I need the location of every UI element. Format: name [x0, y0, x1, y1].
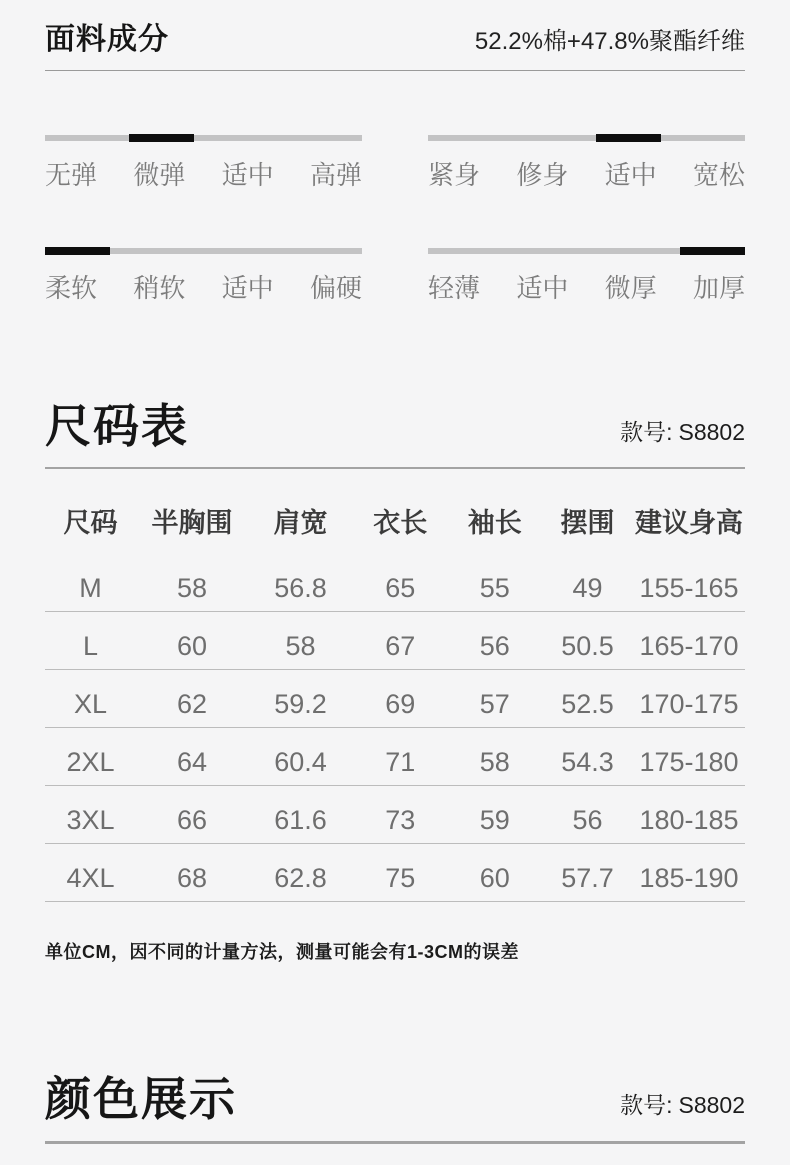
size-table-row	[45, 554, 745, 612]
size-cell: 61.6	[248, 786, 353, 844]
model-number	[620, 414, 745, 453]
size-table-row	[45, 670, 745, 728]
slider-option-label: 高弹	[309, 160, 362, 190]
size-table-row	[45, 786, 745, 844]
size-cell: M	[45, 554, 136, 612]
slider-indicator	[45, 247, 110, 255]
slider-option-label: 微厚	[604, 273, 657, 303]
size-cell: 68	[136, 844, 248, 902]
size-table-row	[45, 612, 745, 670]
header-cell: 半胸围	[151, 507, 233, 538]
header-cell: 衣长	[373, 507, 428, 538]
size-table-header-row	[45, 469, 745, 554]
slider-option-label: 柔软	[45, 273, 98, 303]
fabric-section-title: 面料成分	[45, 23, 169, 56]
slider-softness	[45, 248, 362, 305]
size-cell: 175-180	[633, 728, 745, 786]
slider-indicator	[680, 247, 745, 255]
slider-labels	[428, 155, 745, 192]
size-cell: L	[45, 612, 136, 670]
slider-labels	[428, 268, 745, 305]
size-cell: 60	[136, 612, 248, 670]
size-cell: 56	[448, 612, 543, 670]
size-cell: 73	[353, 786, 448, 844]
slider-option-label: 轻薄	[428, 273, 481, 303]
size-cell: 49	[542, 554, 633, 612]
size-cell: 55	[448, 554, 543, 612]
slider-track	[428, 248, 745, 254]
slider-option-label: 微弹	[133, 160, 186, 190]
size-cell: 64	[136, 728, 248, 786]
size-cell: 50.5	[542, 612, 633, 670]
size-cell: 65	[353, 554, 448, 612]
size-table-row	[45, 844, 745, 902]
size-cell: 3XL	[45, 786, 136, 844]
slider-option-label: 加厚	[692, 273, 745, 303]
slider-track	[45, 248, 362, 254]
slider-fit	[428, 135, 745, 192]
fabric-attribute-sliders	[45, 135, 745, 305]
size-table-row	[45, 728, 745, 786]
slider-indicator	[596, 134, 661, 142]
size-cell: XL	[45, 670, 136, 728]
size-cell: 66	[136, 786, 248, 844]
header-cell: 尺码	[63, 507, 118, 538]
size-cell: 75	[353, 844, 448, 902]
slider-option-label: 适中	[516, 273, 569, 303]
size-cell: 52.5	[542, 670, 633, 728]
slider-option-label: 适中	[604, 160, 657, 190]
model-number-label: 款号:	[620, 418, 673, 445]
slider-option-label: 适中	[221, 160, 274, 190]
slider-indicator	[129, 134, 194, 142]
size-cell: 62	[136, 670, 248, 728]
model-number-value: S8802	[678, 1091, 745, 1118]
slider-option-label: 紧身	[428, 160, 481, 190]
model-number-value: S8802	[678, 418, 745, 445]
slider-labels	[45, 268, 362, 305]
size-cell: 71	[353, 728, 448, 786]
size-cell: 67	[353, 612, 448, 670]
header-cell: 肩宽	[273, 507, 328, 538]
header-cell: 建议身高	[635, 507, 743, 538]
size-cell: 58	[248, 612, 353, 670]
divider	[45, 70, 745, 71]
size-cell: 59.2	[248, 670, 353, 728]
size-cell: 185-190	[633, 844, 745, 902]
slider-option-label: 稍软	[133, 273, 186, 303]
size-cell: 56.8	[248, 554, 353, 612]
fabric-composition-value: 52.2%棉+47.8%聚酯纤维	[474, 28, 745, 55]
slider-thickness	[428, 248, 745, 305]
slider-option-label: 偏硬	[309, 273, 362, 303]
size-table	[45, 469, 745, 903]
color-table-column-ticks	[45, 1144, 745, 1165]
size-cell: 165-170	[633, 612, 745, 670]
color-section-title: 颜色展示	[45, 1073, 237, 1126]
slider-option-label: 无弹	[45, 160, 98, 190]
size-cell: 57.7	[542, 844, 633, 902]
size-cell: 2XL	[45, 728, 136, 786]
size-chart-title: 尺码表	[45, 400, 189, 452]
header-cell: 摆围	[560, 507, 615, 538]
size-cell: 54.3	[542, 728, 633, 786]
size-cell: 56	[542, 786, 633, 844]
model-number-label: 款号:	[620, 1091, 673, 1118]
size-cell: 60.4	[248, 728, 353, 786]
size-cell: 4XL	[45, 844, 136, 902]
size-cell: 170-175	[633, 670, 745, 728]
size-cell: 155-165	[633, 554, 745, 612]
slider-track	[45, 135, 362, 141]
slider-option-label: 宽松	[692, 160, 745, 190]
size-cell: 58	[448, 728, 543, 786]
header-cell: 袖长	[467, 507, 522, 538]
size-cell: 59	[448, 786, 543, 844]
slider-labels	[45, 155, 362, 192]
size-cell: 58	[136, 554, 248, 612]
slider-track	[428, 135, 745, 141]
size-cell: 69	[353, 670, 448, 728]
measurement-note: 单位CM，因不同的计量方法，测量可能会有1-3CM的误差	[45, 942, 519, 963]
size-cell: 57	[448, 670, 543, 728]
size-cell: 62.8	[248, 844, 353, 902]
slider-option-label: 适中	[221, 273, 274, 303]
size-cell: 180-185	[633, 786, 745, 844]
size-cell: 60	[448, 844, 543, 902]
slider-elasticity	[45, 135, 362, 192]
size-chart-header	[45, 401, 745, 453]
color-section-header	[45, 1074, 745, 1126]
slider-option-label: 修身	[516, 160, 569, 190]
fabric-section-header	[45, 0, 745, 58]
model-number	[620, 1087, 745, 1126]
